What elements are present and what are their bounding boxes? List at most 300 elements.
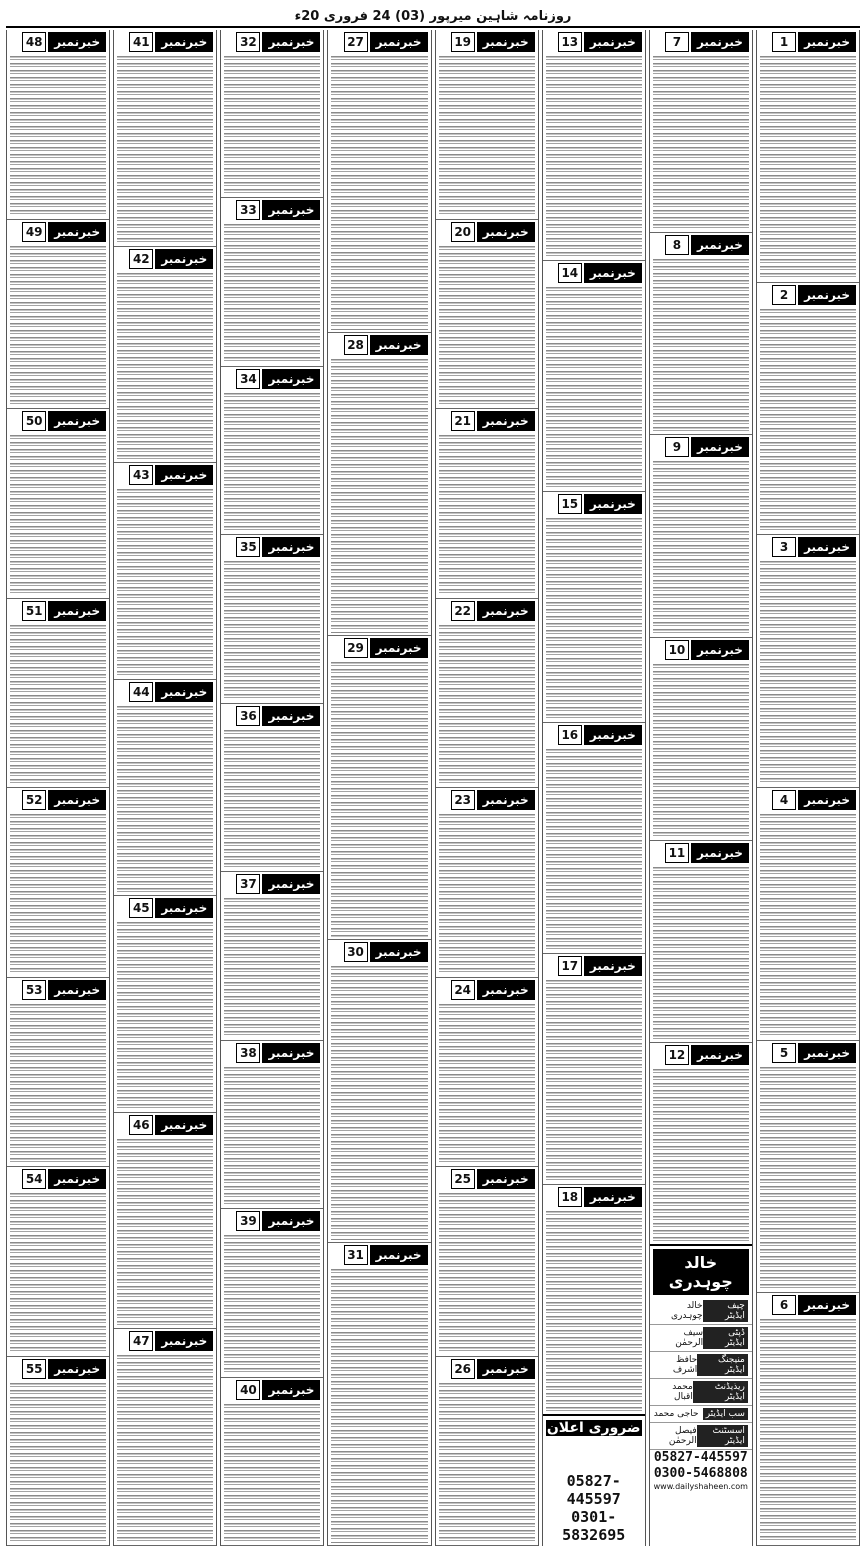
news-number: 30 (344, 942, 368, 962)
news-item (221, 872, 323, 1040)
news-tag-word: خبرنمبر (155, 32, 213, 52)
news-body-text (760, 561, 856, 785)
staff-name: حاجی محمد (653, 1409, 699, 1419)
news-item (650, 638, 752, 841)
news-body-text (439, 435, 535, 596)
news-body-text (224, 898, 320, 1037)
news-tag (439, 1359, 535, 1379)
news-tag-word: خبرنمبر (370, 942, 428, 962)
news-number: 40 (236, 1380, 260, 1400)
news-item (221, 1209, 323, 1377)
news-number: 19 (451, 32, 475, 52)
news-body-text (10, 246, 106, 407)
news-body-text (117, 56, 213, 244)
news-item (7, 788, 109, 978)
news-number: 1 (772, 32, 796, 52)
news-tag (117, 465, 213, 485)
staff-row (650, 1325, 752, 1352)
news-number: 49 (22, 222, 46, 242)
news-item (114, 1113, 216, 1330)
news-body-text (117, 922, 213, 1110)
staff-name: سیف الرحمٰن (675, 1328, 704, 1348)
news-tag-word: خبرنمبر (584, 1187, 642, 1207)
news-tag (224, 200, 320, 220)
news-item (221, 704, 323, 872)
news-tag-word: خبرنمبر (477, 790, 535, 810)
news-body-text (117, 273, 213, 461)
news-tag (331, 32, 427, 52)
news-body-text (546, 287, 642, 489)
phone-number: 05827-445597 (566, 1472, 621, 1508)
news-tag-word: خبرنمبر (691, 1045, 749, 1065)
news-body-text (760, 56, 856, 280)
news-item (436, 1357, 538, 1547)
news-number: 9 (665, 437, 689, 457)
news-tag (224, 1380, 320, 1400)
news-item (650, 1043, 752, 1246)
news-number: 54 (22, 1169, 46, 1189)
news-tag-word: خبرنمبر (691, 640, 749, 660)
news-number: 11 (665, 843, 689, 863)
news-tag-word: خبرنمبر (262, 32, 320, 52)
news-number: 28 (344, 335, 368, 355)
news-number: 34 (236, 369, 260, 389)
news-number: 13 (558, 32, 582, 52)
news-item (650, 435, 752, 638)
phone-number: 0300-5468808 (653, 1466, 748, 1481)
news-item (7, 978, 109, 1168)
news-tag-word: خبرنمبر (691, 235, 749, 255)
news-item (221, 1041, 323, 1209)
news-number: 37 (236, 874, 260, 894)
news-number: 27 (344, 32, 368, 52)
news-column (113, 30, 217, 1546)
news-item (543, 261, 645, 492)
news-body-text (10, 1193, 106, 1354)
news-item (114, 680, 216, 897)
news-column (435, 30, 539, 1546)
news-tag-word: خبرنمبر (477, 980, 535, 1000)
news-body-text (224, 730, 320, 869)
news-column (649, 30, 753, 1546)
news-tag-word: خبرنمبر (584, 263, 642, 283)
news-tag-word: خبرنمبر (262, 1043, 320, 1063)
news-item (436, 409, 538, 599)
news-item (114, 247, 216, 464)
news-tag (546, 263, 642, 283)
news-tag (224, 537, 320, 557)
news-body-text (331, 359, 427, 633)
news-tag (439, 980, 535, 1000)
news-body-text (117, 1355, 213, 1543)
staff-box (650, 1244, 752, 1546)
news-item (757, 1293, 859, 1546)
news-column (756, 30, 860, 1546)
news-number: 2 (772, 285, 796, 305)
news-body-text (760, 1319, 856, 1543)
news-tag (224, 874, 320, 894)
news-body-text (439, 1193, 535, 1354)
news-number: 53 (22, 980, 46, 1000)
news-number: 35 (236, 537, 260, 557)
news-number: 31 (344, 1245, 368, 1265)
news-number: 16 (558, 725, 582, 745)
news-tag (546, 956, 642, 976)
columns-container (6, 30, 860, 1546)
news-tag-word: خبرنمبر (48, 790, 106, 810)
news-body-text (439, 625, 535, 786)
news-number: 24 (451, 980, 475, 1000)
news-tag (653, 1045, 749, 1065)
news-number: 36 (236, 706, 260, 726)
news-number: 39 (236, 1211, 260, 1231)
news-body-text (653, 664, 749, 838)
news-tag (653, 32, 749, 52)
news-tag-word: خبرنمبر (798, 1295, 856, 1315)
news-number: 41 (129, 32, 153, 52)
news-tag (760, 1295, 856, 1315)
staff-name: فیصل الرحمٰن (668, 1426, 697, 1446)
news-number: 46 (129, 1115, 153, 1135)
news-item (7, 30, 109, 220)
news-tag (224, 32, 320, 52)
news-item (650, 841, 752, 1044)
news-tag-word: خبرنمبر (262, 1211, 320, 1231)
staff-row (650, 1298, 752, 1325)
staff-role: اسسٹنٹ ایڈیٹر (697, 1425, 748, 1447)
staff-row (650, 1423, 752, 1450)
news-item (7, 599, 109, 789)
news-body-text (546, 518, 642, 720)
news-item (7, 1167, 109, 1357)
news-number: 10 (665, 640, 689, 660)
news-number: 51 (22, 601, 46, 621)
news-number: 22 (451, 601, 475, 621)
news-tag (10, 411, 106, 431)
news-number: 7 (665, 32, 689, 52)
news-number: 55 (22, 1359, 46, 1379)
news-tag-word: خبرنمبر (477, 222, 535, 242)
news-tag-word: خبرنمبر (584, 725, 642, 745)
news-item (757, 535, 859, 788)
news-number: 32 (236, 32, 260, 52)
news-tag (439, 32, 535, 52)
news-number: 25 (451, 1169, 475, 1189)
news-column (6, 30, 110, 1546)
news-item (757, 1041, 859, 1294)
news-number: 18 (558, 1187, 582, 1207)
masthead (6, 6, 860, 28)
news-item (436, 1167, 538, 1357)
news-tag-word: خبرنمبر (370, 1245, 428, 1265)
news-item (328, 30, 430, 333)
news-tag (10, 790, 106, 810)
news-body-text (546, 980, 642, 1182)
news-number: 23 (451, 790, 475, 810)
news-tag (760, 285, 856, 305)
news-item (650, 233, 752, 436)
news-tag (10, 222, 106, 242)
news-item (328, 940, 430, 1243)
news-tag (117, 249, 213, 269)
news-tag-word: خبرنمبر (262, 200, 320, 220)
news-item (328, 1243, 430, 1546)
staff-name: خالد چوہدری (671, 1301, 703, 1321)
contact-phones (650, 1450, 752, 1491)
news-tag-word: خبرنمبر (48, 222, 106, 242)
news-body-text (760, 1067, 856, 1291)
news-tag-word: خبرنمبر (48, 1359, 106, 1379)
news-tag (546, 1187, 642, 1207)
news-tag (224, 1043, 320, 1063)
staff-role: ڈپٹی ایڈیٹر (703, 1327, 748, 1349)
news-number: 15 (558, 494, 582, 514)
news-tag-word: خبرنمبر (584, 494, 642, 514)
news-number: 52 (22, 790, 46, 810)
news-tag (653, 843, 749, 863)
news-body-text (224, 56, 320, 195)
news-tag (10, 1169, 106, 1189)
news-tag-word: خبرنمبر (798, 790, 856, 810)
news-tag (10, 980, 106, 1000)
news-tag-word: خبرنمبر (798, 1043, 856, 1063)
news-tag-word: خبرنمبر (155, 1115, 213, 1135)
news-number: 21 (451, 411, 475, 431)
news-body-text (224, 1235, 320, 1374)
news-tag-word: خبرنمبر (798, 537, 856, 557)
news-number: 38 (236, 1043, 260, 1063)
news-body-text (224, 393, 320, 532)
news-tag (760, 1043, 856, 1063)
staff-name: حافظ اشرف (672, 1355, 698, 1375)
news-tag-word: خبرنمبر (370, 32, 428, 52)
news-item (221, 367, 323, 535)
news-tag (546, 32, 642, 52)
news-tag-word: خبرنمبر (798, 285, 856, 305)
news-number: 4 (772, 790, 796, 810)
news-item (543, 954, 645, 1185)
news-tag (224, 706, 320, 726)
news-item (543, 492, 645, 723)
news-body-text (10, 56, 106, 217)
staff-role: منیجنگ ایڈیٹر (697, 1354, 748, 1376)
news-tag-word: خبرنمبر (584, 32, 642, 52)
news-tag-word: خبرنمبر (584, 956, 642, 976)
news-tag-word: خبرنمبر (48, 32, 106, 52)
news-body-text (760, 309, 856, 533)
news-number: 48 (22, 32, 46, 52)
news-tag (10, 1359, 106, 1379)
news-tag (546, 725, 642, 745)
news-number: 47 (129, 1331, 153, 1351)
news-tag-word: خبرنمبر (477, 411, 535, 431)
news-tag-word: خبرنمبر (262, 874, 320, 894)
news-body-text (653, 56, 749, 230)
news-tag-word: خبرنمبر (691, 843, 749, 863)
news-item (436, 30, 538, 220)
staff-role: چیف ایڈیٹر (703, 1300, 748, 1322)
news-body-text (653, 461, 749, 635)
news-number: 50 (22, 411, 46, 431)
news-tag-word: خبرنمبر (48, 411, 106, 431)
news-body-text (439, 1004, 535, 1165)
news-tag (117, 682, 213, 702)
news-number: 33 (236, 200, 260, 220)
news-tag-word: خبرنمبر (477, 1359, 535, 1379)
news-body-text (224, 1404, 320, 1543)
news-tag-word: خبرنمبر (262, 369, 320, 389)
news-tag (224, 369, 320, 389)
news-item (757, 283, 859, 536)
news-item (114, 896, 216, 1113)
news-tag-word: خبرنمبر (477, 1169, 535, 1189)
masthead-title: روزنامہ شاہین میرپور (03) 24 فروری 20ء (294, 8, 572, 24)
news-item (7, 220, 109, 410)
news-tag (439, 601, 535, 621)
news-number: 42 (129, 249, 153, 269)
news-body-text (439, 814, 535, 975)
news-body-text (224, 1067, 320, 1206)
news-tag (760, 537, 856, 557)
news-body-text (439, 1383, 535, 1544)
news-body-text (546, 749, 642, 951)
news-item (328, 636, 430, 939)
news-number: 45 (129, 898, 153, 918)
news-tag-word: خبرنمبر (798, 32, 856, 52)
news-body-text (117, 1139, 213, 1327)
news-item (436, 978, 538, 1168)
news-tag (331, 1245, 427, 1265)
news-body-text (10, 814, 106, 975)
notice-phones (543, 1472, 645, 1544)
news-number: 12 (665, 1045, 689, 1065)
news-tag-word: خبرنمبر (155, 682, 213, 702)
news-tag-word: خبرنمبر (370, 638, 428, 658)
news-body-text (331, 966, 427, 1240)
news-tag-word: خبرنمبر (477, 32, 535, 52)
news-tag-word: خبرنمبر (262, 706, 320, 726)
news-tag (653, 235, 749, 255)
news-number: 5 (772, 1043, 796, 1063)
notice-title: ضروری اعلان (546, 1420, 641, 1436)
news-item (221, 535, 323, 703)
news-item (436, 788, 538, 978)
news-body-text (653, 867, 749, 1041)
news-body-text (546, 56, 642, 258)
news-tag-word: خبرنمبر (155, 249, 213, 269)
news-item (114, 30, 216, 247)
news-body-text (10, 625, 106, 786)
news-item (114, 1329, 216, 1546)
news-body-text (117, 706, 213, 894)
news-item (436, 599, 538, 789)
news-tag (439, 411, 535, 431)
news-tag-word: خبرنمبر (48, 601, 106, 621)
news-tag (760, 32, 856, 52)
news-item (221, 30, 323, 198)
news-tag (117, 1331, 213, 1351)
website-url: www.dailyshaheen.com (653, 1482, 748, 1491)
news-tag (653, 640, 749, 660)
news-column (542, 30, 646, 1546)
news-body-text (653, 259, 749, 433)
news-item (543, 723, 645, 954)
news-tag (117, 32, 213, 52)
news-body-text (331, 1269, 427, 1543)
news-number: 44 (129, 682, 153, 702)
news-tag-word: خبرنمبر (155, 465, 213, 485)
news-item (7, 1357, 109, 1547)
news-body-text (224, 224, 320, 363)
staff-row (650, 1352, 752, 1379)
news-item (328, 333, 430, 636)
news-tag-word: خبرنمبر (370, 335, 428, 355)
news-tag (546, 494, 642, 514)
staff-row (650, 1406, 752, 1423)
phone-number: 0301-5832695 (562, 1508, 626, 1544)
editor-brand: خالد چوہدری (653, 1249, 749, 1295)
news-item (650, 30, 752, 233)
news-tag-word: خبرنمبر (155, 898, 213, 918)
news-body-text (224, 561, 320, 700)
news-tag (10, 32, 106, 52)
news-number: 6 (772, 1295, 796, 1315)
notice-box (543, 1414, 645, 1546)
news-tag (760, 790, 856, 810)
news-item (757, 30, 859, 283)
news-number: 26 (451, 1359, 475, 1379)
news-item (114, 463, 216, 680)
news-body-text (331, 662, 427, 936)
news-number: 20 (451, 222, 475, 242)
news-tag-word: خبرنمبر (262, 1380, 320, 1400)
news-tag-word: خبرنمبر (691, 437, 749, 457)
news-body-text (546, 1211, 642, 1413)
news-body-text (439, 246, 535, 407)
news-item (543, 1185, 645, 1416)
news-item (757, 788, 859, 1041)
news-number: 3 (772, 537, 796, 557)
news-number: 8 (665, 235, 689, 255)
news-tag (331, 942, 427, 962)
news-number: 17 (558, 956, 582, 976)
news-tag-word: خبرنمبر (155, 1331, 213, 1351)
news-item (543, 30, 645, 261)
news-tag-word: خبرنمبر (48, 980, 106, 1000)
news-number: 14 (558, 263, 582, 283)
news-tag (331, 335, 427, 355)
staff-name: محمد اقبال (672, 1382, 693, 1402)
news-number: 29 (344, 638, 368, 658)
news-tag (117, 898, 213, 918)
phone-number: 05827-445597 (653, 1450, 748, 1465)
news-body-text (653, 1069, 749, 1243)
news-tag (439, 1169, 535, 1189)
news-tag (653, 437, 749, 457)
staff-role: سب ایڈیٹر (703, 1408, 748, 1420)
staff-row (650, 1379, 752, 1406)
news-item (7, 409, 109, 599)
news-tag-word: خبرنمبر (691, 32, 749, 52)
news-body-text (117, 489, 213, 677)
news-tag-word: خبرنمبر (48, 1169, 106, 1189)
news-body-text (10, 435, 106, 596)
news-tag (331, 638, 427, 658)
news-tag-word: خبرنمبر (477, 601, 535, 621)
news-item (221, 198, 323, 366)
news-body-text (760, 814, 856, 1038)
news-tag (10, 601, 106, 621)
